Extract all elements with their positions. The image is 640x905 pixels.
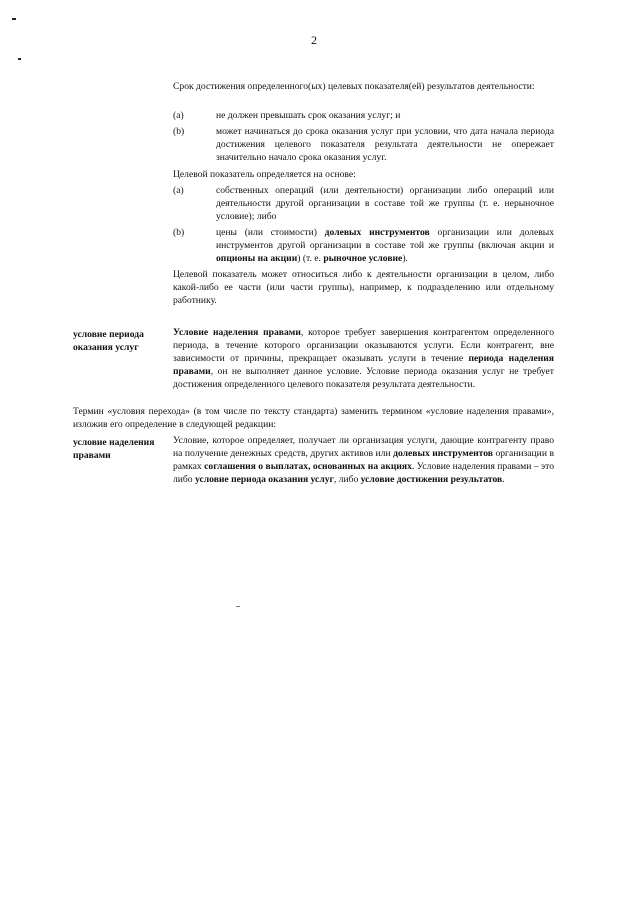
term1-definition: Условие наделения правами, которое требует завершения контрагентом определенного периода, в течение которого организации оказываются услуги. Если контрагент, вне зависимости от причины, прекращает оказывать услуги в течение периода наделения правами, он не выполняет данное условие. Условие периода оказания услуг не требует достижения определенного целевого показателя результата деятельности. xyxy=(173,327,554,390)
item-label: (a) xyxy=(173,110,184,121)
item-text: не должен превышать срок оказания услуг; и xyxy=(216,110,401,121)
item-label: (b) xyxy=(173,227,185,238)
item-text: собственных операций (или деятельности) организации либо операций или деятельности другой организации в составе той же группы (т. е. нерыночное условие); либо xyxy=(216,185,554,222)
section2-item-a xyxy=(173,184,554,223)
scan-mark-top xyxy=(12,18,16,20)
section1-item-a xyxy=(173,109,554,122)
item-text: может начинаться до срока оказания услуг при условии, что дата начала периода достижения целевого показателя результата деятельности не опережает значительно начало срока оказания услуг. xyxy=(216,126,554,163)
section2-closing: Целевой показатель может относиться либо к деятельности организации в целом, либо какой-либо ее части (или части группы), например, к подразделению или отдельному работнику. xyxy=(173,269,554,306)
term2-definition: Условие, которое определяет, получает ли организация услуги, дающие контрагенту право на получение денежных средств, других активов или долевых инструментов организации в рамках соглашения о выплатах, основанных на акциях. Условие наделения правами – это либо условие периода оказания услуг, либо условие достижения результатов. xyxy=(173,435,554,485)
term2-name: условие наделения правами xyxy=(73,437,155,461)
section1-item-b xyxy=(173,125,554,164)
item-text: цены (или стоимости) долевых инструментов организации или долевых инструментов другой организации в составе той же группы (включая акции и опционы на акции) (т. е. рыночное условие). xyxy=(216,227,554,264)
term1-name: условие периода оказания услуг xyxy=(73,329,144,353)
section2-item-b xyxy=(173,226,554,265)
page-number: 2 xyxy=(311,33,317,47)
scan-mark-left xyxy=(18,58,21,60)
item-label: (a) xyxy=(173,185,184,196)
scan-dash xyxy=(236,606,240,607)
section2-intro: Целевой показатель определяется на основе: xyxy=(173,169,356,180)
item-label: (b) xyxy=(173,126,185,137)
section1-intro: Срок достижения определенного(ых) целевых показателя(ей) результатов деятельности: xyxy=(173,81,535,92)
replacement-note: Термин «условия перехода» (в том числе по тексту стандарта) заменить термином «условие наделения правами», изложив его определение в следующей редакции: xyxy=(73,406,554,430)
